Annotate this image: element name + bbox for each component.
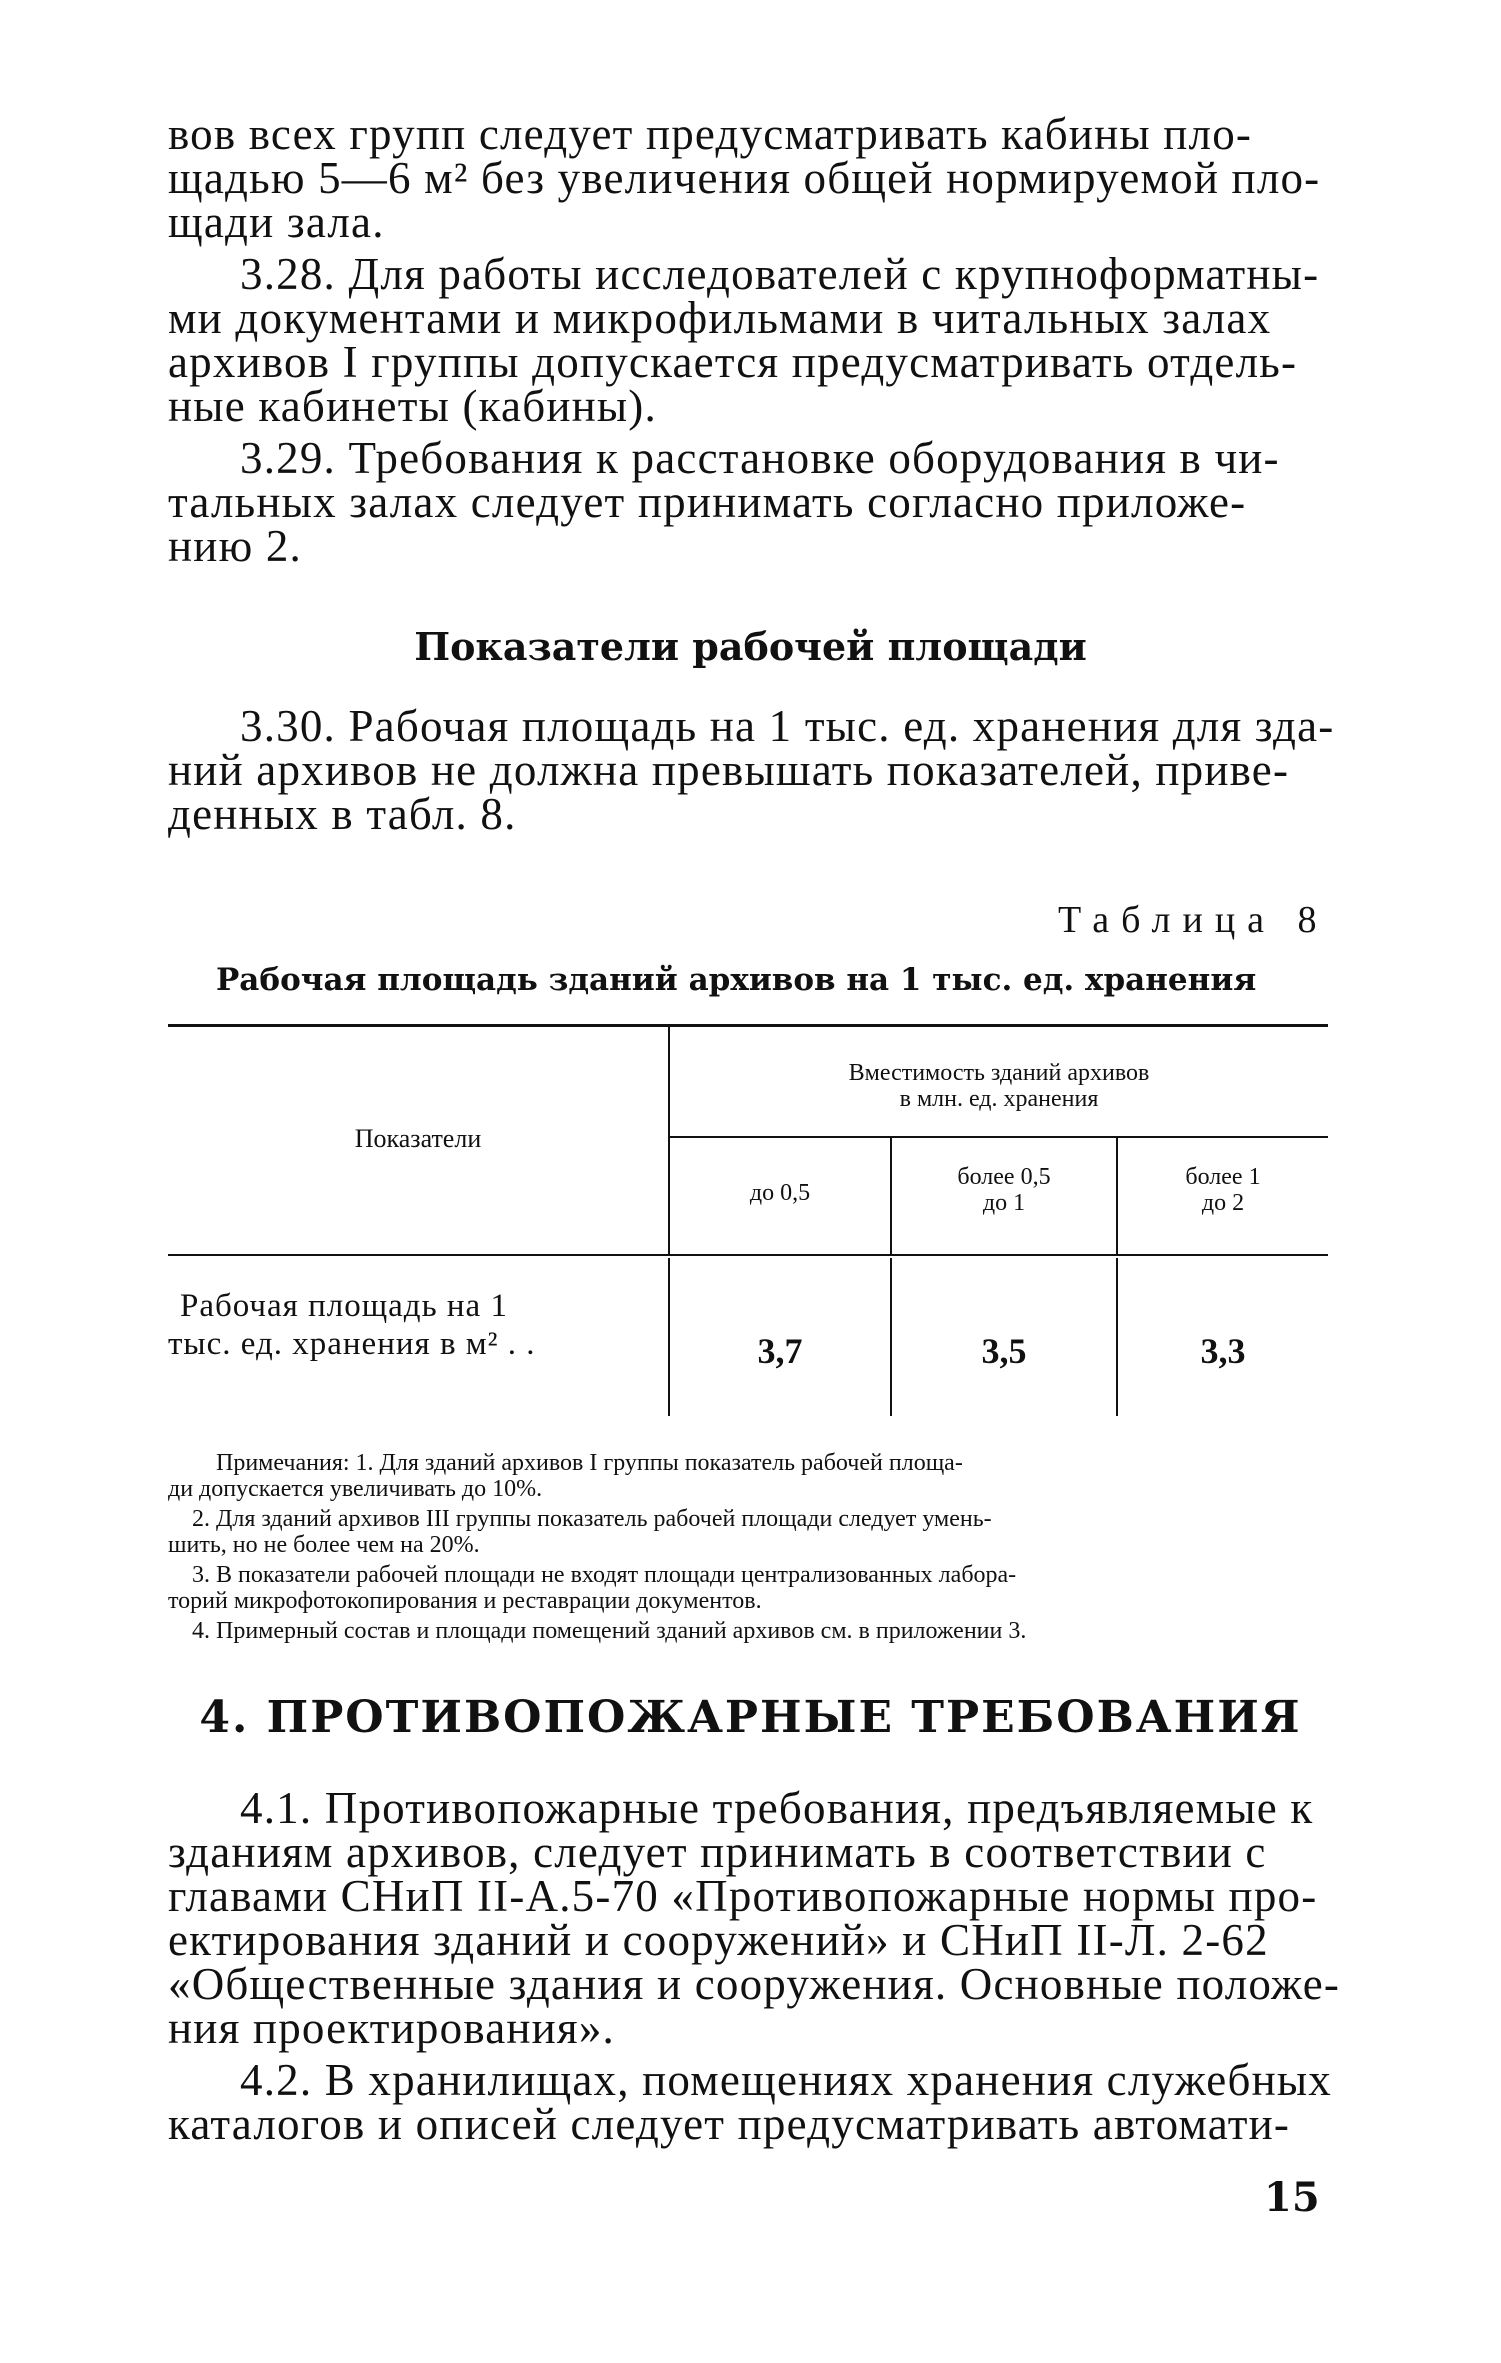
chapter-title: 4. ПРОТИВОПОЖАРНЫЕ ТРЕБОВАНИЯ [199,1692,1302,1743]
text-line: 4.1. Противопожарные требования, предъявляемые к [240,1783,1314,1833]
text-line: ные кабинеты (кабины). [168,381,657,431]
table-row-label: Рабочая площадь на 1 [180,1288,508,1324]
note-line: торий микрофотокопирования и реставрации документов. [168,1588,762,1614]
section-heading: Показатели рабочей площади [414,624,1087,669]
note-line: 4. Примерный состав и площади помещений зданий архивов см. в приложении 3. [192,1618,1027,1644]
text-line: главами СНиП II-А.5-70 «Противопожарные нормы про- [168,1871,1318,1921]
text-line: 3.30. Рабочая площадь на 1 тыс. ед. хранения для зда- [240,701,1335,751]
text-line: щади зала. [168,197,385,247]
table-header-rule [168,1254,1328,1256]
header-group-line: Вместимость зданий архивов [848,1060,1150,1086]
text-line: архивов I группы допускается предусматривать отдель- [168,337,1298,387]
text-line: денных в табл. 8. [168,789,517,839]
table-row-label: тыс. ед. хранения в м² . . [168,1326,536,1362]
col-header-line: до 2 [1201,1190,1245,1216]
text-line: 3.29. Требования к расстановке оборудования в чи- [240,433,1280,483]
note-line: 2. Для зданий архивов III группы показатель рабочей площади следует умень- [192,1506,992,1532]
text-line: тальных залах следует принимать согласно приложе- [168,477,1247,527]
text-line: каталогов и описей следует предусматривать автомати- [168,2099,1291,2149]
table-header-group [670,1060,1328,1112]
text-line: ния проектирования». [168,2003,615,2053]
note-line: шить, но не более чем на 20%. [168,1532,480,1558]
text-line: щадью 5—6 м² без увеличения общей нормируемой пло- [168,153,1321,203]
page-number: 15 [1264,2174,1320,2221]
table-divider [670,1136,1328,1138]
table-top-rule [168,1024,1328,1027]
table-col-header [1118,1164,1328,1216]
text-line: ми документами и микрофильмами в читальных залах [168,293,1272,343]
text-line: зданиям архивов, следует принимать в соответствии с [168,1827,1267,1877]
note-line: 3. В показатели рабочей площади не входят площади централизованных лабора- [192,1562,1017,1588]
table-title: Рабочая площадь зданий архивов на 1 тыс. ед. хранения [216,962,1257,998]
text-line: 3.28. Для работы исследователей с крупноформатны- [240,249,1320,299]
col-header-line: более 0,5 [957,1164,1051,1190]
text-line: вов всех групп следует предусматривать кабины пло- [168,109,1253,159]
table-divider [668,1024,670,1256]
note-line: ди допускается увеличивать до 10%. [168,1476,543,1502]
note-line: Примечания: 1. Для зданий архивов I группы показатель рабочей площа- [216,1450,963,1476]
text-line: «Общественные здания и сооружения. Основные положе- [168,1959,1341,2009]
table-col-header: до 0,5 [749,1180,811,1206]
table-header-indicator: Показатели [354,1124,482,1153]
text-line: 4.2. В хранилищах, помещениях хранения служебных [240,2055,1332,2105]
table-cell-value: 3,5 [981,1331,1027,1371]
table-label: Таблица 8 [1058,899,1329,941]
col-header-line: более 1 [1185,1164,1261,1190]
header-group-line: в млн. ед. хранения [899,1086,1099,1112]
table-cell-value: 3,3 [1200,1331,1246,1371]
text-line: ектирования зданий и сооружений» и СНиП II-Л. 2-62 [168,1915,1269,1965]
text-line: ний архивов не должна превышать показателей, приве- [168,745,1290,795]
table-col-header [892,1164,1116,1216]
col-header-line: до 1 [982,1190,1026,1216]
text-line: нию 2. [168,521,302,571]
table-cell-value: 3,7 [757,1331,803,1371]
